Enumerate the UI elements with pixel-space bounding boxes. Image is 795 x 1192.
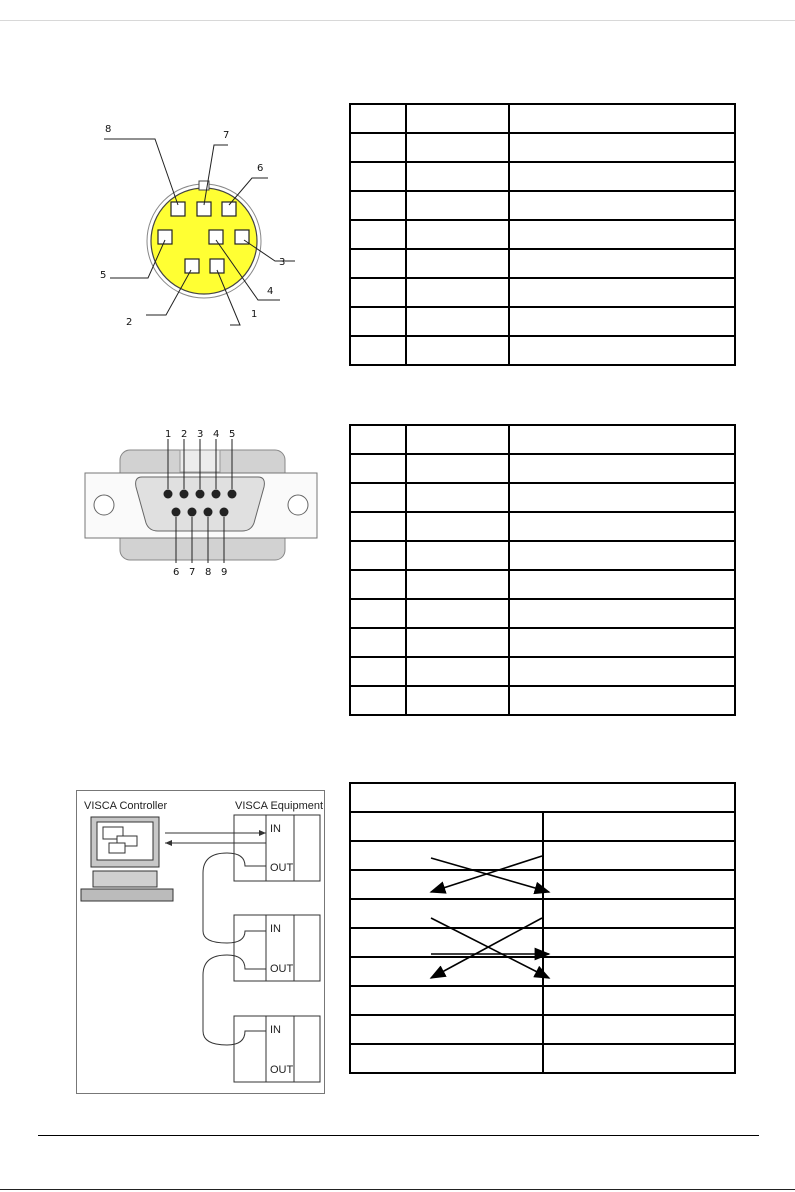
minidin-pin-label: 6 (257, 163, 264, 174)
dsub-pin-label: 5 (229, 429, 236, 440)
table-row (350, 220, 735, 249)
in-port-label: IN (270, 823, 281, 835)
minidin-pin-label: 2 (126, 317, 133, 328)
table-row (350, 1044, 735, 1073)
out-port-label: OUT (270, 1064, 294, 1076)
table-row (350, 191, 735, 220)
table-row (350, 541, 735, 570)
dsub9-connector-diagram (80, 425, 320, 585)
minidin-pin-label: 1 (251, 309, 258, 320)
out-port-label: OUT (270, 963, 294, 975)
table-row (350, 812, 735, 841)
table-row (350, 307, 735, 336)
table-row (350, 454, 735, 483)
table-row (350, 686, 735, 715)
dsub-pin-label: 1 (165, 429, 172, 440)
table-row (350, 278, 735, 307)
table-row (350, 599, 735, 628)
in-port-label: IN (270, 1024, 281, 1036)
visca-equipment-label: VISCA Equipment (235, 800, 324, 812)
table-row (350, 425, 735, 454)
minidin-pinout-table (349, 103, 736, 366)
minidin-connector-diagram (70, 110, 320, 345)
dsub9-pinout-table (349, 424, 736, 716)
dsub-pin-label: 7 (189, 567, 196, 578)
table-row (350, 104, 735, 133)
dsub-pin-label: 2 (181, 429, 188, 440)
dsub-pin-label: 9 (221, 567, 228, 578)
wiring-crossover-arrows (349, 842, 736, 992)
minidin-pin-label: 4 (267, 286, 274, 297)
table-row (350, 628, 735, 657)
in-port-label: IN (270, 923, 281, 935)
minidin-pin-label: 3 (279, 257, 286, 268)
dsub-pin-label: 6 (173, 567, 180, 578)
dsub-pin-label: 8 (205, 567, 212, 578)
table-row (350, 336, 735, 365)
visca-controller-label: VISCA Controller (84, 800, 168, 812)
visca-daisy-chain-diagram (76, 790, 325, 1094)
minidin-pin-label: 8 (105, 124, 112, 135)
minidin-pin-label: 7 (223, 130, 230, 141)
table-row (350, 570, 735, 599)
out-port-label: OUT (270, 862, 294, 874)
minidin-pin-label: 5 (100, 270, 107, 281)
table-row (350, 133, 735, 162)
table-row (350, 783, 735, 812)
dsub-pin-label: 4 (213, 429, 220, 440)
table-row (350, 1015, 735, 1044)
footer-rule (38, 1135, 759, 1136)
table-row (350, 657, 735, 686)
table-row (350, 162, 735, 191)
table-row (350, 249, 735, 278)
page-edge-rule (0, 1189, 795, 1190)
table-row (350, 483, 735, 512)
header-rule (0, 20, 795, 21)
table-row (350, 512, 735, 541)
dsub-pin-label: 3 (197, 429, 204, 440)
